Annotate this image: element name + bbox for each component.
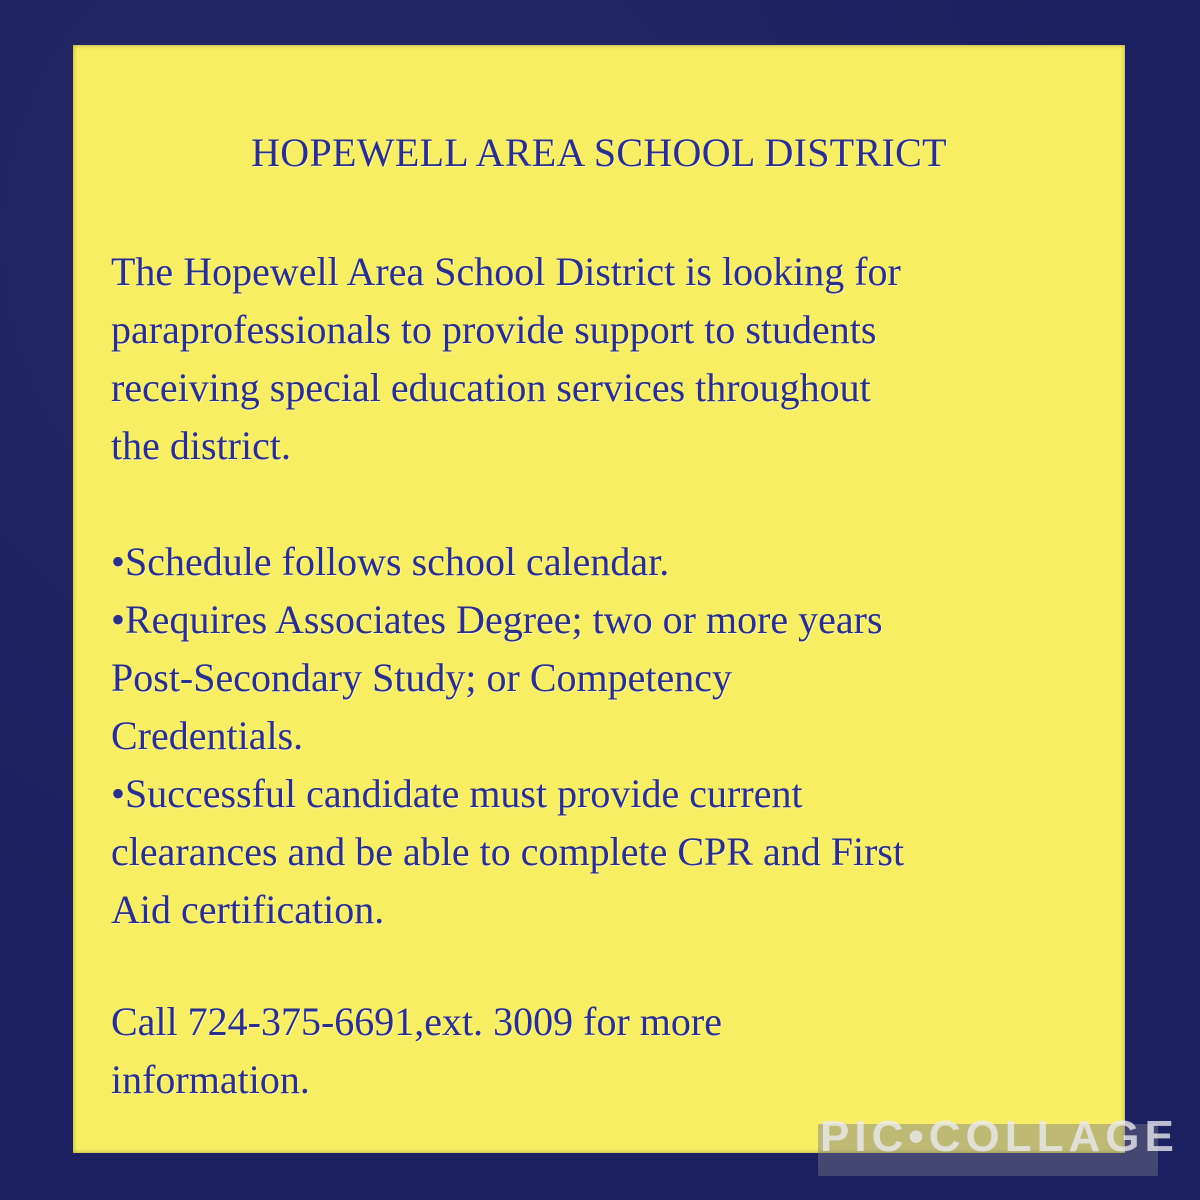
requirement-line: Post-Secondary Study; or Competency [111,655,733,700]
requirement-line: •Successful candidate must provide current [111,771,803,816]
district-title: HOPEWELL AREA SCHOOL DISTRICT [251,130,947,175]
requirement-line: Aid certification. [111,887,385,932]
requirement-line: Credentials. [111,713,304,758]
requirement-line: •Schedule follows school calendar. [111,539,670,584]
intro-paragraph [111,243,1101,475]
contact-paragraph [111,993,1101,1109]
requirement-line: •Requires Associates Degree; two or more years [111,597,883,642]
pic-collage-watermark: PIC•COLLAGE [820,1112,1179,1161]
flyer-panel [73,45,1125,1153]
intro-line: the district. [111,423,291,468]
requirements-list [111,533,1101,939]
intro-line: receiving special education services throughout [111,365,871,410]
contact-line: information. [111,1057,310,1102]
intro-line: The Hopewell Area School District is looking for [111,249,901,294]
contact-line: Call 724-375-6691,ext. 3009 for more [111,999,722,1044]
requirement-line: clearances and be able to complete CPR and First [111,829,905,874]
intro-line: paraprofessionals to provide support to students [111,307,877,352]
